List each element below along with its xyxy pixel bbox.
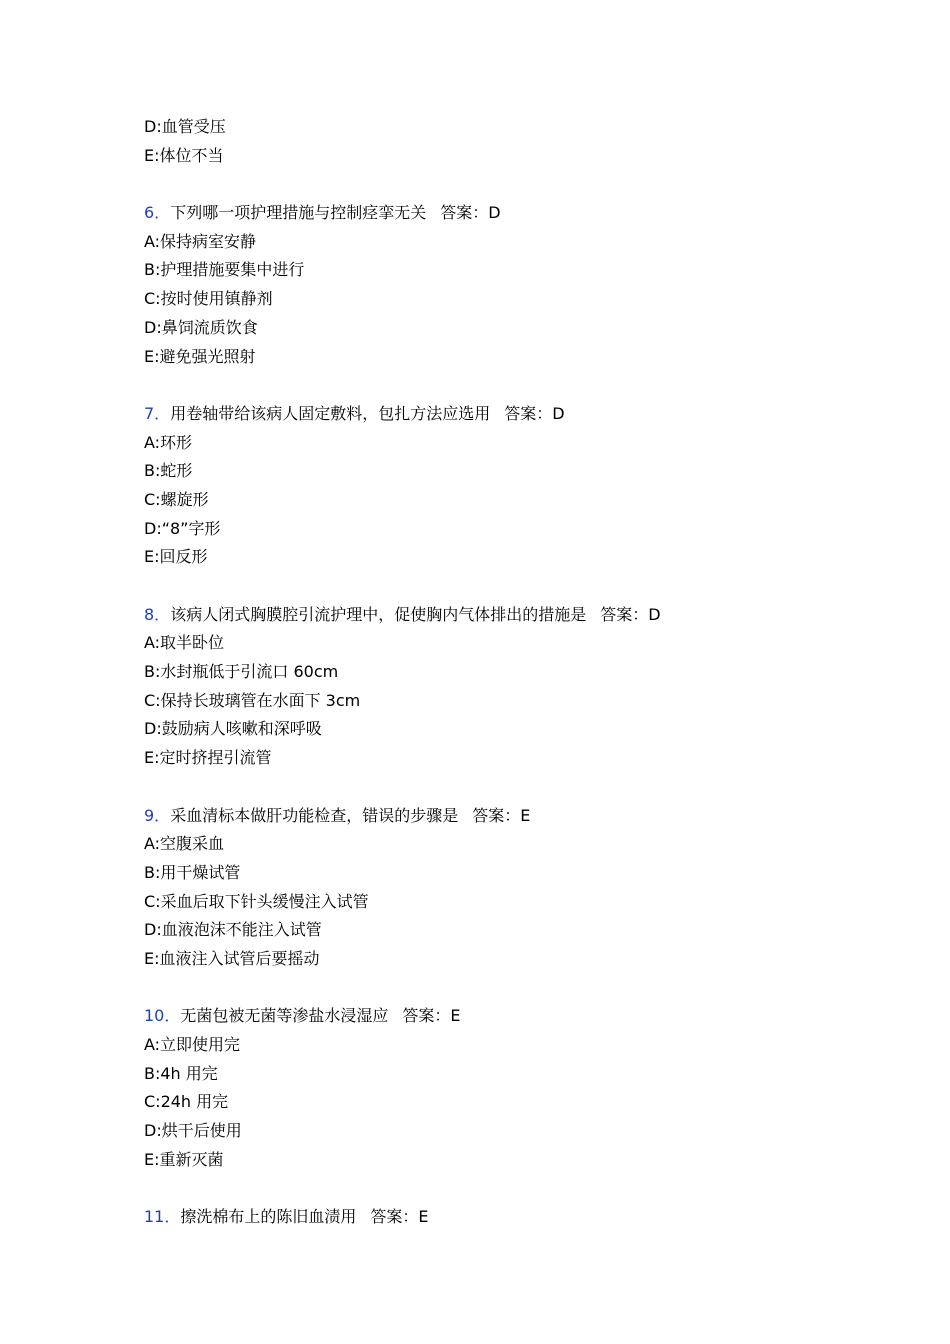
option-line: D:烘干后使用 <box>144 1121 242 1141</box>
option-line: B:护理措施要集中进行 <box>144 260 305 280</box>
option-line: D:血液泡沫不能注入试管 <box>144 920 322 940</box>
option-line: E:避免强光照射 <box>144 346 256 366</box>
option-line: D:鼓励病人咳嗽和深呼吸 <box>144 719 322 739</box>
question-text: 采血清标本做肝功能检查，错误的步骤是 <box>170 805 459 825</box>
question-text: 无菌包被无菌等渗盐水浸湿应 <box>180 1006 389 1026</box>
option-line: A:空腹采血 <box>144 834 225 854</box>
question-text: 用卷轴带给该病人固定敷料，包扎方法应选用 <box>170 403 491 423</box>
option-line: A:环形 <box>144 432 193 452</box>
question-line <box>144 802 904 831</box>
question-line <box>144 400 904 429</box>
question-block <box>144 601 904 773</box>
question-answer: 答案：E <box>402 1006 461 1026</box>
question-block <box>144 199 904 371</box>
question-number: 10． <box>144 1006 181 1026</box>
option-line: A:保持病室安静 <box>144 231 257 251</box>
option-line: E:回反形 <box>144 547 208 567</box>
option-line: C:24h 用完 <box>144 1092 229 1112</box>
question-block <box>144 400 904 572</box>
option-line: C:螺旋形 <box>144 489 209 509</box>
option-line: E:血液注入试管后要摇动 <box>144 948 320 968</box>
document-page <box>144 113 904 1232</box>
question-number: 7． <box>144 403 171 423</box>
option-line: E:重新灭菌 <box>144 1149 224 1169</box>
option-line: A:取半卧位 <box>144 633 225 653</box>
option-line: A:立即使用完 <box>144 1035 241 1054</box>
option-line: B:用干燥试管 <box>144 862 241 882</box>
question-block <box>144 802 904 974</box>
option-line: B:水封瓶低于引流口 60cm <box>144 662 339 682</box>
question-text: 该病人闭式胸膜腔引流护理中，促使胸内气体排出的措施是 <box>170 604 587 624</box>
option-line: C:保持长玻璃管在水面下 3cm <box>144 690 361 710</box>
question-line <box>144 199 904 228</box>
question-answer: 答案：D <box>504 403 565 423</box>
question-block <box>144 1002 904 1174</box>
option-line: C:采血后取下针头缓慢注入试管 <box>144 891 369 911</box>
question-line <box>144 1002 904 1031</box>
question-number: 6． <box>144 203 171 223</box>
question-text: 下列哪一项护理措施与控制痉挛无关 <box>170 203 427 223</box>
option-line: D:“8”字形 <box>144 518 221 538</box>
question-answer: 答案：E <box>370 1207 429 1227</box>
question-answer: 答案：E <box>472 805 531 825</box>
question-line <box>144 601 904 630</box>
option-line: B:4h 用完 <box>144 1063 218 1083</box>
question-answer: 答案：D <box>600 604 661 624</box>
question-text: 擦洗棉布上的陈旧血渍用 <box>180 1207 357 1227</box>
question-number: 8． <box>144 604 171 624</box>
option-line: C:按时使用镇静剂 <box>144 289 273 309</box>
question-block <box>144 1203 904 1232</box>
question-number: 11． <box>144 1207 181 1227</box>
option-line: D:鼻饲流质饮食 <box>144 317 258 337</box>
question-number: 9． <box>144 805 171 825</box>
option-line: D:血管受压 <box>144 117 226 136</box>
question-answer: 答案：D <box>440 203 501 223</box>
option-line: E:体位不当 <box>144 145 224 165</box>
question-line <box>144 1203 904 1232</box>
option-line: B:蛇形 <box>144 461 193 481</box>
option-line: E:定时挤捏引流管 <box>144 748 272 768</box>
